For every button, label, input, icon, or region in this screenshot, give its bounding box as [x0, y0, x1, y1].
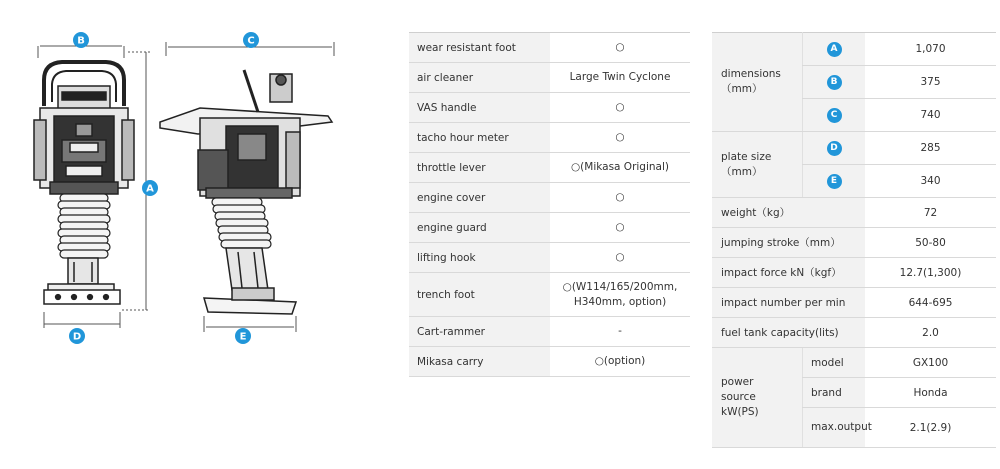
table-row [409, 317, 690, 347]
dimension-a-value: 1,070 [865, 33, 996, 66]
feature-value: ○ [550, 33, 690, 63]
svg-text:A: A [146, 183, 154, 195]
plate-d-value: 285 [865, 132, 996, 165]
feature-value: ○(Mikasa Original) [550, 153, 690, 183]
power-source-label: power source kW(PS) [721, 376, 759, 418]
plate-e-value: 340 [865, 165, 996, 198]
table-row [409, 153, 690, 183]
plate-size-label: plate size（mm） [721, 150, 772, 178]
feature-value: ○ [550, 243, 690, 273]
rammer-dimension-drawings [0, 0, 400, 469]
power-field-value: GX100 [865, 348, 996, 378]
feature-value: ○ [550, 93, 690, 123]
table-row [409, 347, 690, 377]
spec-value: 72 [865, 198, 996, 228]
dimension-a-badge: A [827, 42, 842, 57]
table-row [712, 318, 996, 348]
table-row [409, 33, 690, 63]
feature-name: VAS handle [409, 93, 550, 123]
spec-value: 644-695 [865, 288, 996, 318]
plate-e-badge: E [827, 174, 842, 189]
features-table [409, 32, 690, 377]
plate-d-badge: D [827, 141, 842, 156]
power-field-name: model [803, 348, 866, 378]
feature-name: air cleaner [409, 63, 550, 93]
power-field-value: 2.1(2.9) [865, 408, 996, 448]
svg-text:B: B [77, 35, 85, 47]
dimension-badge-d [69, 328, 85, 344]
dimension-badge-a [142, 180, 158, 196]
feature-value: ○ [550, 213, 690, 243]
dimension-c-value: 740 [865, 99, 996, 132]
dimension-b-badge: B [827, 75, 842, 90]
feature-name: wear resistant foot [409, 33, 550, 63]
feature-name: engine guard [409, 213, 550, 243]
table-row [712, 228, 996, 258]
dimension-badge-e [235, 328, 251, 344]
table-row [409, 243, 690, 273]
table-row [409, 63, 690, 93]
spec-value: 12.7(1,300) [865, 258, 996, 288]
feature-name: engine cover [409, 183, 550, 213]
front-view-drawing [34, 62, 134, 304]
dimension-c-badge: C [827, 108, 842, 123]
table-row [409, 123, 690, 153]
svg-text:C: C [247, 35, 255, 47]
spec-name: fuel tank capacity(lits) [712, 318, 865, 348]
spec-name: impact force kN（kgf） [712, 258, 865, 288]
power-field-name: max.output [811, 421, 872, 433]
dimensions-label: dimensions（mm） [721, 68, 781, 95]
side-view-drawing [160, 70, 332, 314]
power-field-value: Honda [865, 378, 996, 408]
table-row [409, 93, 690, 123]
feature-value: - [550, 317, 690, 347]
table-row [712, 258, 996, 288]
table-row [712, 198, 996, 228]
table-row [409, 183, 690, 213]
power-field-name: brand [803, 378, 866, 408]
feature-name: tacho hour meter [409, 123, 550, 153]
dimension-badge-b [73, 32, 89, 48]
feature-name: Cart-rammer [409, 317, 550, 347]
table-row [712, 348, 996, 378]
dimension-badge-c [243, 32, 259, 48]
table-row [712, 132, 996, 165]
spec-name: impact number per min [712, 288, 865, 318]
feature-value: Large Twin Cyclone [550, 63, 690, 93]
specifications-table [712, 32, 996, 448]
table-row [712, 288, 996, 318]
spec-value: 2.0 [865, 318, 996, 348]
feature-name: throttle lever [409, 153, 550, 183]
dimension-b-value: 375 [865, 66, 996, 99]
svg-text:D: D [72, 331, 82, 343]
table-row [712, 33, 996, 66]
feature-value: ○ [550, 183, 690, 213]
spec-name: jumping stroke（mm） [712, 228, 865, 258]
feature-value: ○(option) [550, 347, 690, 377]
spec-value: 50-80 [865, 228, 996, 258]
table-row [409, 273, 690, 317]
table-row [409, 213, 690, 243]
feature-value: ○ [550, 123, 690, 153]
spec-name: weight（kg） [712, 198, 865, 228]
feature-name: Mikasa carry [409, 347, 550, 377]
svg-text:E: E [239, 331, 247, 343]
feature-name: trench foot [409, 273, 550, 317]
feature-value: ○(W114/165/200mm, H340mm, option) [550, 273, 690, 317]
feature-name: lifting hook [409, 243, 550, 273]
